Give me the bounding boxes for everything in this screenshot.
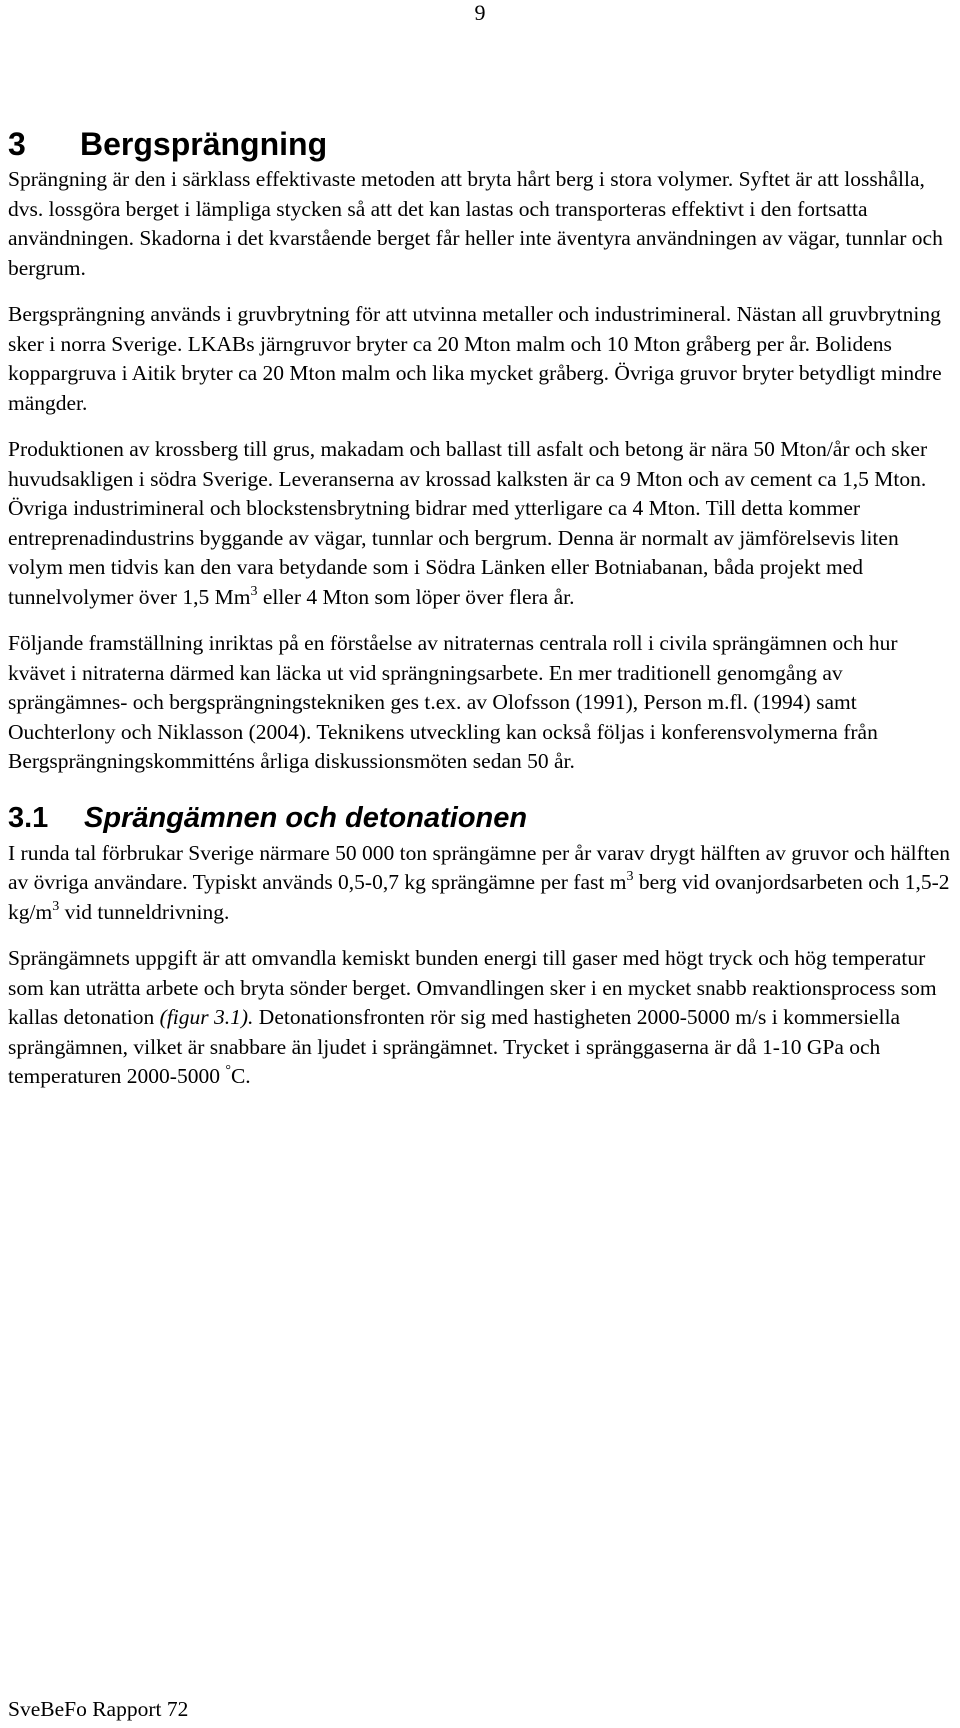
paragraph-production-text-b: eller 4 Mton som löper över flera år. (257, 584, 575, 609)
paragraph-production (8, 435, 952, 612)
superscript-3-second: 3 (52, 898, 60, 914)
subsection-heading (8, 800, 952, 836)
degree-sign: ° (225, 1063, 231, 1078)
paragraph-consumption-text-a: I runda tal förbrukar Sverige närmare 50 000 ton sprängämne per år varav drygt hälften av gruvor och hälften av övriga användare. Typiskt används 0,5-0,7 kg sprängämne per fast m (8, 840, 951, 894)
superscript-3: 3 (250, 583, 258, 599)
paragraph-intro: Sprängning är den i särklass effektivaste metoden att bryta hårt berg i stora volymer. Syftet är att losshålla, dvs. lossgöra berget i lämpliga stycken så att det kan lastas och transporteras effektivt i den fortsatta användningen. Skadorna i det kvarstående berget får heller inte äventyra användningen av vägar, tunnlar och bergrum. (8, 167, 943, 280)
subsection-title: Sprängämnen och detonationen (84, 801, 528, 834)
subsection-number: 3.1 (8, 801, 49, 834)
paragraph-detonation-text-c: C. (230, 1064, 251, 1088)
footer-report-label: SveBeFo Rapport 72 (8, 1697, 189, 1721)
page-body (8, 118, 952, 1092)
section-number: 3 (8, 126, 26, 162)
paragraph-detonation-text-b: Detonationsfronten rör sig med hastigheten 2000-5000 m/s i kommersiella sprängämnen, vilket är snabbare än ljudet i sprängämnet. Trycket i spränggaserna är då 1-10 GPa och temperaturen 2000-5000 (8, 1005, 901, 1088)
section-heading (8, 126, 952, 162)
paragraph-focus: Följande framställning inriktas på en förståelse av nitraternas centrala roll i civila sprängämnen och hur kvävet i nitraterna därmed kan läcka ut vid sprängningsarbete. En mer traditionell genomgång av sprängämnes- och bergsprängningstekniken ges t.ex. av Olofsson (1991), Person m.fl. (1994) samt Ouchterlony och Niklasson (2004). Teknikens utveckling kan också följas i konferensvolymerna från Bergsprängningskommitténs årliga diskussionsmöten sedan 50 år. (8, 631, 898, 773)
paragraph-detonation-text-a: Sprängämnets uppgift är att omvandla kemiskt bunden energi till gaser med högt tryck och hög temperatur som kan uträtta arbete och bryta sönder berget. Omvandlingen sker i en mycket snabb reaktionsprocess som kallas detonation (8, 946, 937, 1029)
section-title: Bergsprängning (80, 126, 328, 162)
figure-reference: (figur 3.1). (159, 1005, 254, 1029)
page-number: 9 (474, 0, 486, 25)
paragraph-consumption-text-c: vid tunneldrivning. (59, 899, 230, 924)
paragraph-production-text-a: Produktionen av krossberg till grus, makadam och ballast till asfalt och betong är nära 50 Mton/år och sker huvudsakligen i södra Sverige. Leveranserna av krossad kalksten är ca 9 Mton och av cement ca 1,5 Mton. Övriga industrimineral och blockstensbrytning bidrar med ytterligare ca 4 Mton. Till detta kommer entreprenadindustrins byggande av vägar, tunnlar och bergrum. Denna är normalt av jämförelsevis liten volym men tidvis kan den vara betydande som i Södra Länken eller Botniabanan, båda projekt med tunnelvolymer över 1,5 Mm (8, 437, 928, 609)
superscript-3-first: 3 (626, 869, 634, 884)
paragraph-detonation (8, 944, 952, 1092)
paragraph-mining: Bergsprängning används i gruvbrytning för att utvinna metaller och industrimineral. Nästan all gruvbrytning sker i norra Sverige. LKABs järngruvor bryter ca 20 Mton malm och 10 Mton gråberg per år. Bolidens koppargruva i Aitik bryter ca 20 Mton malm och lika mycket gråberg. Övriga gruvor bryter betydligt mindre mängder. (8, 302, 942, 415)
paragraph-consumption-text-b: berg vid ovanjordsarbeten och 1,5-2 kg/m (8, 870, 950, 924)
paragraph-consumption (8, 839, 952, 928)
